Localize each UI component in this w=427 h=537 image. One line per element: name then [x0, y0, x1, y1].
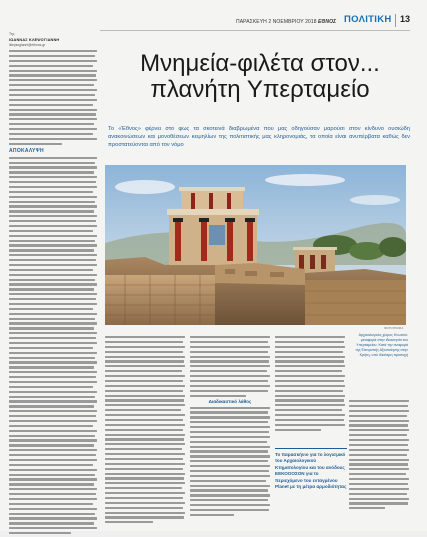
article-column-5 [349, 400, 409, 512]
body-text-block [105, 336, 185, 523]
headline-line-2: πλανήτη Υπερταμείο [150, 76, 370, 103]
header-rule [100, 30, 410, 31]
author-label: Της [9, 32, 15, 36]
body-text-block [275, 336, 345, 431]
article-column-3 [190, 336, 270, 519]
subhead-diadikastiko: Διαδικαστικό λάθος [208, 398, 252, 404]
subhead-apokalypsi: ΑΠΟΚΑΛΥΨΗ [9, 147, 44, 154]
section-title: ΠΟΛΙΤΙΚΗ [344, 14, 392, 25]
article-column-2 [105, 336, 185, 526]
page-number: 13 [400, 14, 411, 24]
newspaper-name: ΕΘΝΟΣ [318, 19, 337, 25]
page-header [0, 14, 427, 30]
headline [110, 51, 410, 103]
article-column-4 [275, 336, 345, 434]
header-divider [395, 14, 396, 27]
knossos-photo [105, 165, 406, 325]
body-text-block [190, 407, 270, 516]
knossos-illustration [105, 165, 406, 325]
author-email: iklepsogianni@ethnos.gr [9, 43, 46, 47]
body-text-block [190, 336, 270, 397]
photo-caption: Αρχαιολογικός χώρος Κνωσού: μεταφορά στην ιδιοκτησία του Υπερταμείου. Κατά την αναφορά της Επιτροπής Αξιοποίησης στην Κρήτη, υπό ιδιαίτερη προσοχή [355, 333, 408, 357]
photo-credit: ΦΩΤΟΓΡΑΦΙΑ [384, 326, 404, 330]
author-name: ΙΩΑΝΝΑΣ ΚΛΕΨΟΓΙΑΝΝΗ [9, 38, 60, 42]
issue-date: ΠΑΡΑΣΚΕΥΗ 2 ΝΟΕΜΒΡΙΟΥ 2018 [236, 19, 317, 25]
article-column-1 [9, 50, 97, 537]
lead-paragraph: Το «Έθνος» φέρνει στο φως τα σκοτεινά διαβρωμένα που μας οδηγούσαν μαρούσι στον κίνδυνο ουσιώδη ανακοινώσεων και μονοθέσεων κειμηλίων της πολιτιστικής μας κληρονομιάς, τα οποία είναι ανυπέρβατα καθώς δεν προστατεύονται από τον νόμο [108, 126, 410, 148]
body-text-block [349, 400, 409, 509]
body-text-block [9, 157, 97, 535]
body-text-block [9, 50, 97, 145]
headline-line-1: Μνημεία-φιλέτα στον... [140, 50, 380, 77]
pull-quote: Το παρασκήνιο για το λογισμικό του Αρχαιολογικού Κτηματολογίου και του ανόδους ΕΕΚΟΟΟΣΟΝ για το περιεχόμενο του ενταγμένου Planet με τη μέτρα αρμοδιότητας [275, 448, 347, 490]
